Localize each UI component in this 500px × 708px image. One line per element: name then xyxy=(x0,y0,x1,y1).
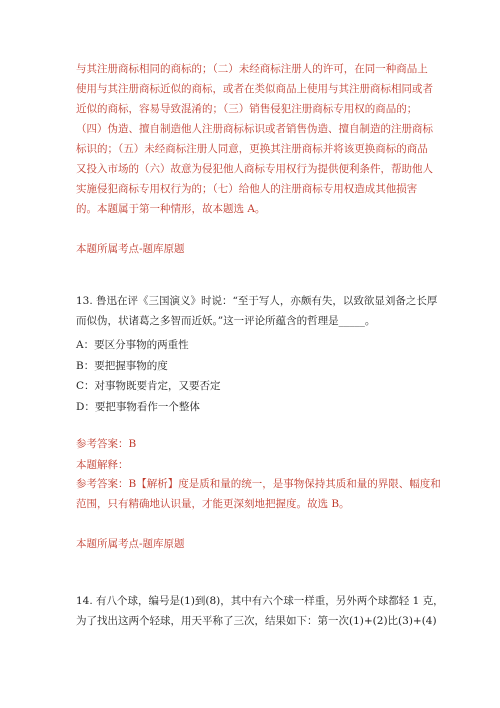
explanation-line: 与其注册商标相同的商标的；（二）未经商标注册人的许可，在同一种商品上 xyxy=(76,63,428,75)
option-d: D：要把事物看作一个整体 xyxy=(76,401,200,413)
explanation-line: 标识的；（五）未经商标注册人同意，更换其注册商标并将该更换商标的商品 xyxy=(76,143,428,155)
question-14-stem xyxy=(76,591,444,631)
option-c: C：对事物既要肯定，又要否定 xyxy=(76,380,221,392)
question-13-stem xyxy=(76,291,438,331)
previous-explanation xyxy=(76,59,433,219)
question-13-analysis xyxy=(76,474,441,514)
question-stem-line: 13. 鲁迅在评《三国演义》时说：“至于写人，亦颇有失，以致欲显刘备之长厚 xyxy=(76,295,438,307)
analysis-label: 本题解释： xyxy=(76,459,129,471)
explanation-line: 实施侵犯商标专用权行为的；（七）给他人的注册商标专用权造成其他损害 xyxy=(76,183,418,195)
explanation-line: 又投入市场的（六）故意为侵犯他人商标专用权行为提供便利条件，帮助他人 xyxy=(76,163,433,175)
analysis-line: 参考答案：B【解析】度是质和量的统一，是事物保持其质和量的界限、幅度和 xyxy=(76,478,441,490)
explanation-line: （四）伪造、擅自制造他人注册商标标识或者销售伪造、擅自制造的注册商标 xyxy=(76,123,433,135)
question-stem-line: 而似伪，状诸葛之多智而近妖。”这一评论所蕴含的哲理是_____。 xyxy=(76,315,376,327)
explanation-line: 使用与其注册商标近似的商标，或者在类似商品上使用与其注册商标相同或者 xyxy=(76,83,433,95)
answer-label: 参考答案：B xyxy=(76,438,137,450)
option-b: B：要把握事物的度 xyxy=(76,360,168,372)
source-link[interactable]: 本题所属考点-题库原题 xyxy=(76,243,185,255)
analysis-line: 范围，只有精确地认识量，才能更深刻地把握度。故选 B。 xyxy=(76,498,350,510)
question-stem-line: 14. 有八个球，编号是(1)到(8)，其中有六个球一样重，另外两个球都轻 1 克， xyxy=(76,595,444,607)
explanation-line: 的。本题属于第一种情形，故本题选 A。 xyxy=(76,203,266,215)
explanation-line: 近似的商标，容易导致混淆的；（三）销售侵犯注册商标专用权的商品的； xyxy=(76,103,418,115)
option-a: A：要区分事物的两重性 xyxy=(76,339,189,351)
source-link[interactable]: 本题所属考点-题库原题 xyxy=(76,538,185,550)
question-stem-line: 为了找出这两个轻球，用天平称了三次，结果如下：第一次(1)+(2)比(3)+(4) xyxy=(76,615,437,627)
